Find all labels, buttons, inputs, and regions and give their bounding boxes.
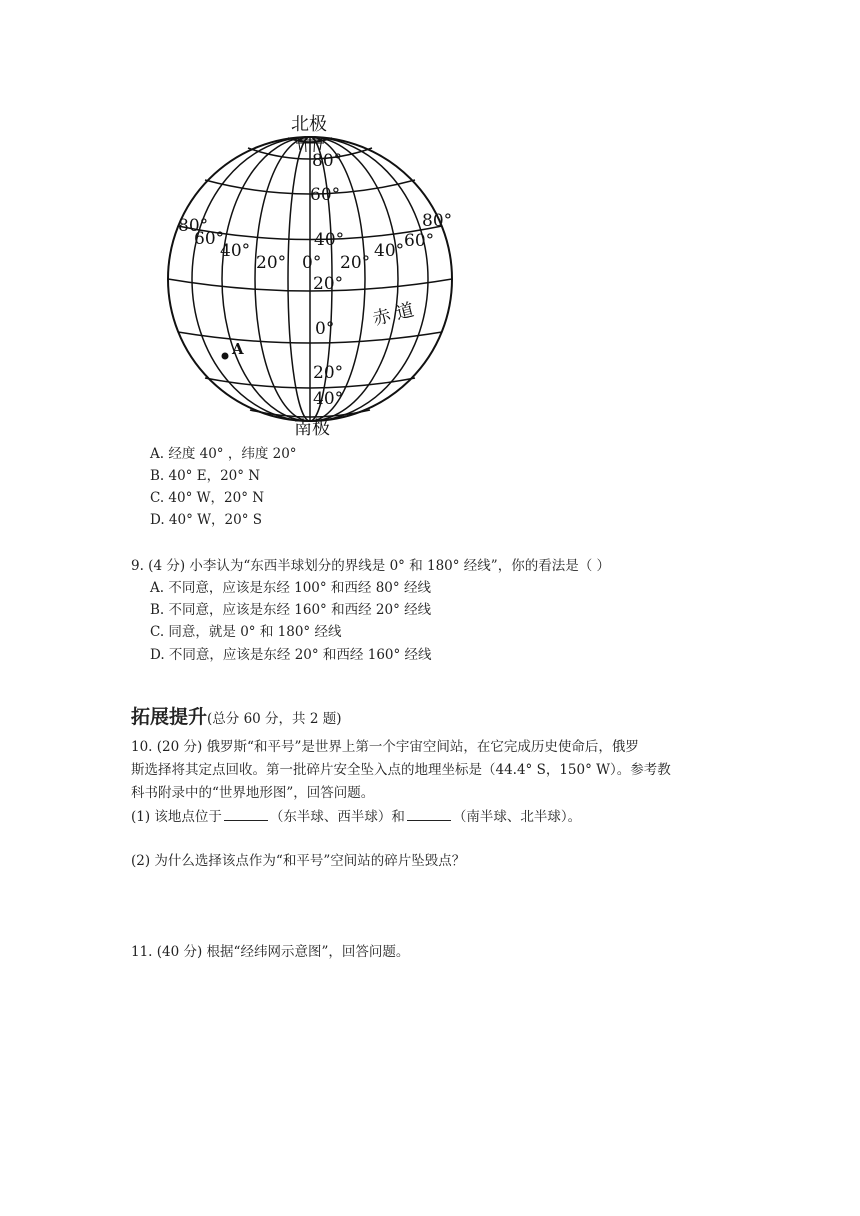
q8-option-c[interactable]: C. 40° W，20° N — [150, 490, 265, 506]
q10-sub-1-part-b: （东半球、西半球）和 — [269, 809, 405, 825]
north-pole-label: 北极 — [291, 114, 327, 135]
q10-sub-2: (2) 为什么选择该点作为“和平号”空间站的碎片坠毁点？ — [131, 853, 466, 869]
lat-label-80: 80° — [312, 151, 343, 171]
lon-label-right-60: 60° — [404, 231, 435, 251]
q8-option-a[interactable]: A. 经度 40° ，纬度 20° — [150, 446, 297, 462]
south-pole-label: 南极 — [294, 418, 330, 438]
lon-label-center-0: 0° — [302, 253, 322, 273]
lat-label-40s: 40° — [313, 389, 344, 409]
lat-label-40n: 40° — [314, 230, 345, 250]
lon-label-left-60: 60° — [194, 229, 225, 249]
answer-blank-hemisphere-ew[interactable] — [224, 806, 268, 821]
section-title: 拓展提升 — [131, 706, 208, 728]
q10-sub-1-part-c: （南半球、北半球）。 — [452, 809, 582, 825]
q8-option-b[interactable]: B. 40° E，20° N — [150, 468, 261, 484]
q9-option-c[interactable]: C. 同意，就是 0° 和 180° 经线 — [150, 624, 342, 640]
lon-label-left-40: 40° — [220, 241, 251, 261]
q8-option-d[interactable]: D. 40° W，20° S — [150, 512, 262, 528]
q9-option-d[interactable]: D. 不同意，应该是东经 20° 和西经 160° 经线 — [150, 647, 432, 663]
globe-figure — [160, 108, 460, 438]
q9-option-a[interactable]: A. 不同意，应该是东经 100° 和西经 80° 经线 — [150, 580, 431, 596]
lon-label-left-80: 80° — [178, 216, 209, 236]
q11-stem: 11. (40 分) 根据“经纬网示意图”，回答问题。 — [131, 944, 410, 960]
answer-blank-hemisphere-ns[interactable] — [407, 806, 451, 821]
lat-label-20n: 20° — [313, 274, 344, 294]
lon-label-right-20: 20° — [340, 253, 371, 273]
q10-line-1: 10. (20 分) 俄罗斯“和平号”是世界上第一个宇宙空间站，在它完成历史使命后，俄罗 — [131, 739, 639, 755]
q10-line-2: 斯选择将其定点回收。第一批碎片安全坠入点的地理坐标是（44.4° S，150° W）。参考教 — [131, 762, 671, 778]
lat-label-20s: 20° — [313, 363, 344, 383]
lon-label-right-40: 40° — [374, 241, 405, 261]
q9-option-b[interactable]: B. 不同意，应该是东经 160° 和西经 20° 经线 — [150, 602, 432, 618]
lat-label-60: 60° — [310, 185, 341, 205]
meridian-lines — [192, 137, 428, 421]
lat-label-0: 0° — [315, 319, 335, 339]
q9-stem: 9. (4 分) 小李认为“东西半球划分的界线是 0° 和 180° 经线”，你的看法是（ ） — [131, 558, 610, 574]
point-a-marker — [222, 353, 229, 360]
equator-label: 赤 道 — [370, 299, 417, 330]
section-note: (总分 60 分，共 2 题) — [207, 711, 342, 727]
q10-sub-1-part-a: (1) 该地点位于 — [131, 809, 222, 825]
lon-label-left-20: 20° — [256, 253, 287, 273]
graticule-diagram — [160, 108, 460, 438]
q10-line-3: 科书附录中的“世界地形图”，回答问题。 — [131, 785, 375, 801]
lon-label-right-80: 80° — [422, 211, 453, 231]
q10-sub-1 — [131, 806, 581, 826]
section-heading — [131, 702, 341, 729]
point-a-label: A — [232, 340, 244, 358]
